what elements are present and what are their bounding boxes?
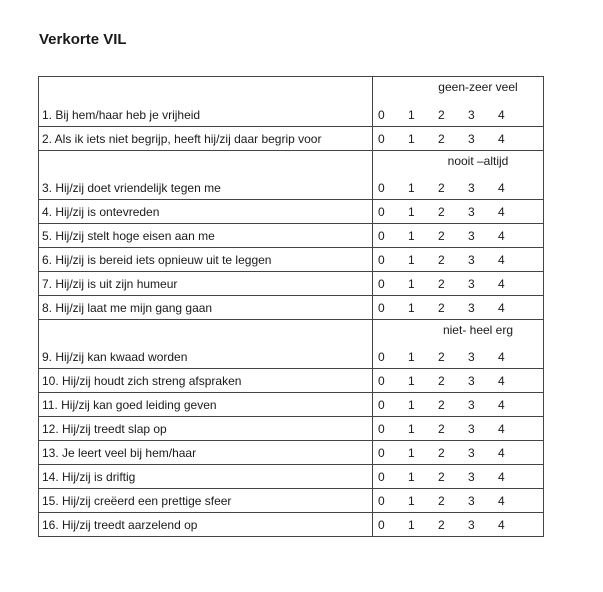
table-row <box>39 512 543 536</box>
scale-option-2: 2 <box>438 517 445 532</box>
scale-option-4: 4 <box>498 493 505 508</box>
scale-numbers <box>373 350 543 364</box>
scale-option-3: 3 <box>468 131 475 146</box>
scale-heading: niet- heel erg <box>442 323 514 337</box>
scale-option-1: 1 <box>408 421 415 436</box>
scale-option-1: 1 <box>408 181 415 195</box>
scale-option-3: 3 <box>468 373 475 388</box>
question-text: 4. Hij/zij is ontevreden <box>39 200 373 223</box>
answer-scale <box>373 151 543 199</box>
scale-option-2: 2 <box>438 131 445 146</box>
scale-option-0: 0 <box>378 397 385 412</box>
question-text: 13. Je leert veel bij hem/haar <box>39 441 373 464</box>
section-row <box>39 319 543 368</box>
scale-heading: geen-zeer veel <box>438 80 518 94</box>
scale-option-0: 0 <box>378 131 385 146</box>
scale-option-4: 4 <box>498 469 505 484</box>
scale-option-3: 3 <box>468 300 475 315</box>
scale-option-3: 3 <box>468 181 475 195</box>
scale-option-1: 1 <box>408 469 415 484</box>
section-row <box>39 150 543 199</box>
scale-option-4: 4 <box>498 373 505 388</box>
table-row <box>39 199 543 223</box>
scale-option-1: 1 <box>408 445 415 460</box>
table-row <box>39 488 543 512</box>
scale-option-0: 0 <box>378 350 385 364</box>
scale-option-2: 2 <box>438 350 445 364</box>
scale-numbers <box>373 127 543 150</box>
question-text: 10. Hij/zij houdt zich streng afspraken <box>39 369 373 392</box>
scale-option-2: 2 <box>438 445 445 460</box>
question-text: 16. Hij/zij treedt aarzelend op <box>39 513 373 536</box>
answer-scale <box>373 417 543 440</box>
scale-numbers <box>373 248 543 271</box>
question-text: 14. Hij/zij is driftig <box>39 465 373 488</box>
scale-option-2: 2 <box>438 228 445 243</box>
scale-option-4: 4 <box>498 350 505 364</box>
scale-option-3: 3 <box>468 108 475 122</box>
scale-option-0: 0 <box>378 421 385 436</box>
scale-numbers <box>373 181 543 195</box>
scale-option-4: 4 <box>498 445 505 460</box>
scale-option-4: 4 <box>498 131 505 146</box>
scale-option-0: 0 <box>378 300 385 315</box>
question-text: 8. Hij/zij laat me mijn gang gaan <box>39 296 373 319</box>
scale-option-0: 0 <box>378 181 385 195</box>
scale-option-0: 0 <box>378 493 385 508</box>
scale-option-3: 3 <box>468 397 475 412</box>
answer-scale <box>373 513 543 536</box>
question-text: 11. Hij/zij kan goed leiding geven <box>39 393 373 416</box>
scale-numbers <box>373 393 543 416</box>
scale-option-2: 2 <box>438 469 445 484</box>
scale-option-3: 3 <box>468 204 475 219</box>
table-row <box>39 368 543 392</box>
scale-numbers <box>373 369 543 392</box>
scale-numbers <box>373 465 543 488</box>
section-row <box>39 77 543 126</box>
question-text: 9. Hij/zij kan kwaad worden <box>39 320 373 368</box>
scale-option-3: 3 <box>468 421 475 436</box>
scale-option-0: 0 <box>378 108 385 122</box>
scale-option-1: 1 <box>408 131 415 146</box>
scale-option-0: 0 <box>378 373 385 388</box>
scale-option-0: 0 <box>378 469 385 484</box>
document-title: Verkorte VIL <box>39 31 127 48</box>
scale-option-3: 3 <box>468 276 475 291</box>
scale-numbers <box>373 417 543 440</box>
scale-option-3: 3 <box>468 445 475 460</box>
scale-option-4: 4 <box>498 252 505 267</box>
answer-scale <box>373 441 543 464</box>
answer-scale <box>373 489 543 512</box>
answer-scale <box>373 369 543 392</box>
scale-option-2: 2 <box>438 276 445 291</box>
scale-option-3: 3 <box>468 517 475 532</box>
scale-numbers <box>373 489 543 512</box>
scale-option-4: 4 <box>498 276 505 291</box>
scale-option-1: 1 <box>408 276 415 291</box>
table-row <box>39 416 543 440</box>
answer-scale <box>373 296 543 319</box>
question-text: 5. Hij/zij stelt hoge eisen aan me <box>39 224 373 247</box>
answer-scale <box>373 200 543 223</box>
answer-scale <box>373 248 543 271</box>
scale-heading: nooit –altijd <box>447 154 509 168</box>
scale-option-2: 2 <box>438 421 445 436</box>
scale-option-1: 1 <box>408 517 415 532</box>
scale-option-0: 0 <box>378 276 385 291</box>
scale-option-3: 3 <box>468 493 475 508</box>
scale-option-4: 4 <box>498 421 505 436</box>
scale-option-3: 3 <box>468 350 475 364</box>
question-text: 1. Bij hem/haar heb je vrijheid <box>39 77 373 126</box>
scale-option-4: 4 <box>498 517 505 532</box>
scale-option-2: 2 <box>438 397 445 412</box>
scale-option-0: 0 <box>378 228 385 243</box>
question-text: 7. Hij/zij is uit zijn humeur <box>39 272 373 295</box>
answer-scale <box>373 224 543 247</box>
scale-numbers <box>373 296 543 319</box>
scale-option-2: 2 <box>438 300 445 315</box>
table-row <box>39 247 543 271</box>
table-row <box>39 392 543 416</box>
table-row <box>39 126 543 150</box>
scale-option-4: 4 <box>498 300 505 315</box>
scale-numbers <box>373 224 543 247</box>
answer-scale <box>373 393 543 416</box>
answer-scale <box>373 465 543 488</box>
table-row <box>39 295 543 319</box>
scale-option-1: 1 <box>408 397 415 412</box>
answer-scale <box>373 127 543 150</box>
questionnaire-table <box>38 76 544 537</box>
scale-option-4: 4 <box>498 204 505 219</box>
scale-option-4: 4 <box>498 108 505 122</box>
scale-option-1: 1 <box>408 228 415 243</box>
table-row <box>39 464 543 488</box>
scale-option-1: 1 <box>408 493 415 508</box>
scale-option-1: 1 <box>408 108 415 122</box>
scale-option-2: 2 <box>438 181 445 195</box>
scale-option-2: 2 <box>438 204 445 219</box>
table-row <box>39 440 543 464</box>
scale-numbers <box>373 441 543 464</box>
scale-numbers <box>373 200 543 223</box>
scale-option-2: 2 <box>438 373 445 388</box>
scale-option-4: 4 <box>498 181 505 195</box>
scale-option-0: 0 <box>378 445 385 460</box>
question-text: 3. Hij/zij doet vriendelijk tegen me <box>39 151 373 199</box>
answer-scale <box>373 77 543 126</box>
question-text: 6. Hij/zij is bereid iets opnieuw uit te leggen <box>39 248 373 271</box>
answer-scale <box>373 320 543 368</box>
question-text: 15. Hij/zij creëerd een prettige sfeer <box>39 489 373 512</box>
scale-option-0: 0 <box>378 252 385 267</box>
scale-option-1: 1 <box>408 252 415 267</box>
question-text: 12. Hij/zij treedt slap op <box>39 417 373 440</box>
scale-option-4: 4 <box>498 397 505 412</box>
scale-option-4: 4 <box>498 228 505 243</box>
scale-option-3: 3 <box>468 469 475 484</box>
scale-option-1: 1 <box>408 300 415 315</box>
scale-option-2: 2 <box>438 493 445 508</box>
scale-option-0: 0 <box>378 204 385 219</box>
scale-option-2: 2 <box>438 108 445 122</box>
answer-scale <box>373 272 543 295</box>
scale-option-1: 1 <box>408 373 415 388</box>
scale-numbers <box>373 272 543 295</box>
scale-option-3: 3 <box>468 252 475 267</box>
scale-numbers <box>373 513 543 536</box>
scale-option-1: 1 <box>408 350 415 364</box>
scale-option-2: 2 <box>438 252 445 267</box>
scale-option-3: 3 <box>468 228 475 243</box>
scale-option-0: 0 <box>378 517 385 532</box>
table-row <box>39 271 543 295</box>
table-row <box>39 223 543 247</box>
scale-numbers <box>373 108 543 122</box>
scale-option-1: 1 <box>408 204 415 219</box>
question-text: 2. Als ik iets niet begrijp, heeft hij/zij daar begrip voor <box>39 127 373 150</box>
